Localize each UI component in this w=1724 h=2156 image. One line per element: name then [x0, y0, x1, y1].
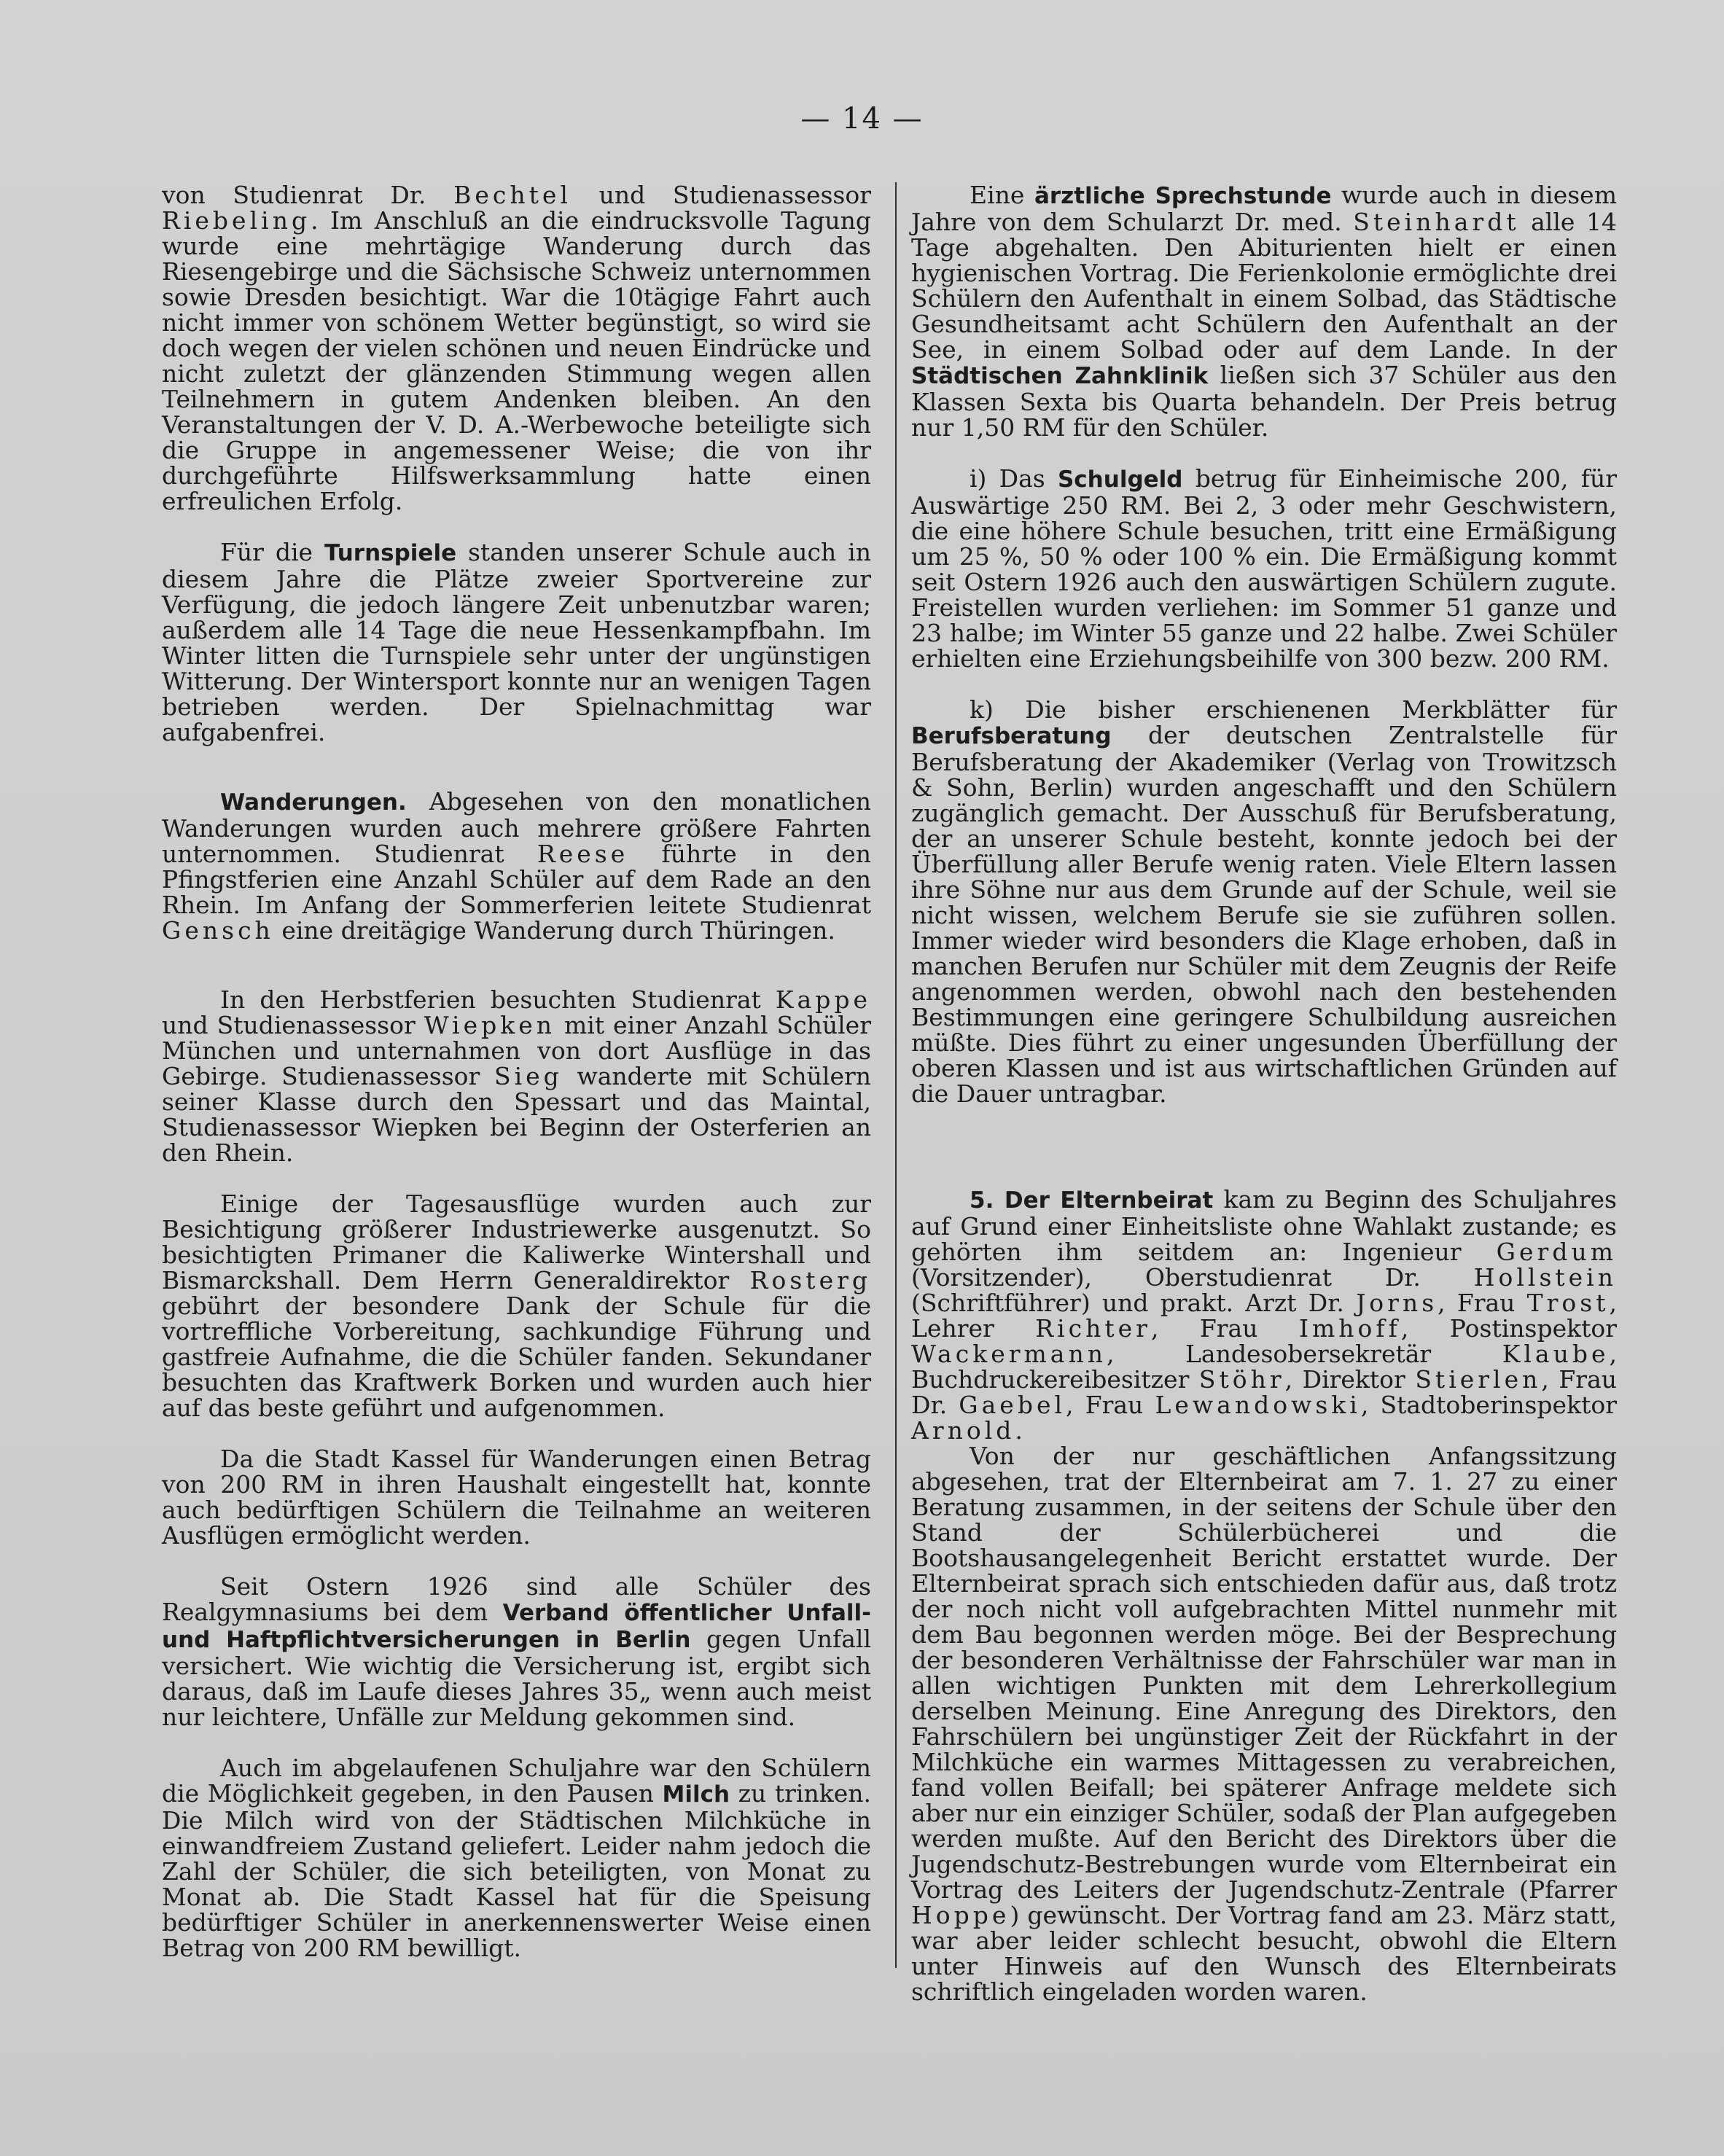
- paragraph-beratung: Von der nur geschäftlichen Anfangssitzung abgesehen, trat der Elternbeirat am 7. 1. 27 zu einer Beratung zusammen, in der seitens der Schule über den Stand der Schülerbücherei und die Bootshausangelegenheit Bericht erstattet wurde. Der Elternbeirat sprach sich entschieden dafür aus, daß trotz der noch nicht voll aufgebrachten Mittel nunmehr mit dem Bau begonnen werden möge. Bei der Besprechung der besonderen Verhältnisse der Fahrschüler war man in allen wichtigen Punkten mit dem Lehrerkollegium derselben Meinung. Eine Anregung des Direktors, den Fahrschülern bei ungünstiger Zeit der Rückfahrt in der Milchküche ein warmes Mittagessen zu verabreichen, fand vollen Beifall; bei späterer Anfrage meldete sich aber nur ein einziger Schüler, sodaß der Plan aufgegeben werden mußte. Auf den Bericht des Direktors über die Jugendschutz-Bestrebungen wurde vom Elternbeirat ein Vortrag des Leiters der Jugendschutz-Zentrale (Pfarrer Hoppe) gewünscht. Der Vortrag fand am 23. März statt, war aber leider schlecht besucht, obwohl die Eltern unter Hinweis auf den Wunsch des Elternbeirats schriftlich eingeladen worden waren.: [911, 1442, 1617, 2006]
- paragraph-stadt-kassel: Da die Stadt Kassel für Wanderungen einen Betrag von 200 RM in ihren Haushalt eingestellt hat, konnte auch bedürftigen Schülern die Teilnahme an weiteren Ausflügen ermöglicht werden.: [162, 1445, 871, 1550]
- paragraph-tagung: von Studienrat Dr. Bechtel und Studienassessor Riebeling. Im Anschluß an die eindrucksvolle Tagung wurde eine mehrtägige Wanderung durch das Riesengebirge und die Sächsische Schweiz unternommen sowie Dresden besichtigt. War die 10tägige Fahrt auch nicht immer von schönem Wetter begünstigt, so wird sie doch wegen der vielen schönen und neuen Eindrücke und nicht zuletzt der glänzenden Stimmung wegen allen Teilnehmern in gutem Andenken bleiben. An den Veranstaltungen der V. D. A.-Werbewoche beteiligte sich die Gruppe in angemessener Weise; die von ihr durchgeführte Hilfswerksammlung hatte einen erfreulichen Erfolg.: [162, 181, 872, 515]
- paragraph-tagesausfluege: Einige der Tagesausflüge wurden auch zur Besichtigung größerer Industriewerke ausgenutzt. So besichtigten Primaner die Kaliwerke Wintershall und Bismarckshall. Dem Herrn Generaldirektor Rosterg gebührt der besondere Dank der Schule für die vortreffliche Vorbereitung, sachkundige Führung und gastfreie Aufnahme, die die Schüler fanden. Sekundaner besuchten das Kraftwerk Borken und wurden auch hier auf das beste geführt und aufgenommen.: [162, 1190, 871, 1422]
- paragraph-wanderungen: Wanderungen. Abgesehen von den monatlichen Wanderungen wurden auch mehrere größere Fahrten unternommen. Studienrat Reese führte in den Pfingstferien eine Anzahl Schüler auf dem Rade an den Rhein. Im Anfang der Sommerferien leitete Studienrat Gensch eine dreitägige Wanderung durch Thüringen.: [162, 787, 871, 945]
- page-number: — 14 —: [800, 102, 924, 136]
- paragraph-herbstferien: In den Herbstferien besuchten Studienrat Kappe und Studienassessor Wiepken mit einer Anzahl Schüler München und unternahmen von dort Ausflüge in das Gebirge. Studienassessor Sieg wanderte mit Schülern seiner Klasse durch den Spessart und das Maintal, Studienassessor Wiepken bei Beginn der Osterferien an den Rhein.: [162, 985, 871, 1167]
- right-column: [911, 182, 1617, 2004]
- paragraph-schulgeld: i) Das Schulgeld betrug für Einheimische 200, für Auswärtige 250 RM. Bei 2, 3 oder mehr Geschwistern, die eine höhere Schule besuchen, tritt eine Ermäßigung um 25 %, 50 % oder 100 % ein. Die Ermäßigung kommt seit Ostern 1926 auch den auswärtigen Schülern zugute. Freistellen wurden verliehen: im Sommer 51 ganze und 23 halbe; im Winter 55 ganze und 22 halbe. Zwei Schüler erhielten eine Erziehungsbeihilfe von 300 bezw. 200 RM.: [911, 464, 1617, 673]
- paragraph-sprechstunde: Eine ärztliche Sprechstunde wurde auch in diesem Jahre von dem Schularzt Dr. med. Steinhardt alle 14 Tage abgehalten. Den Abiturienten hielt er einen hygienischen Vortrag. Die Ferienkolonie ermöglichte drei Schülern den Aufenthalt in einem Solbad, das Städtische Gesundheitsamt acht Schülern den Aufenthalt an der See, in einem Solbad oder auf dem Lande. In der Städtischen Zahnklinik ließen sich 37 Schüler aus den Klassen Sexta bis Quarta behandeln. Der Preis betrug nur 1,50 RM für den Schüler.: [911, 181, 1618, 442]
- paragraph-turnspiele: Für die Turnspiele standen unserer Schule auch in diesem Jahre die Plätze zweier Sportvereine zur Verfügung, die jedoch längere Zeit unbenutzbar waren; außerdem alle 14 Tage die neue Hessenkampfbahn. Im Winter litten die Turnspiele sehr unter der ungünstigen Witterung. Der Wintersport konnte nur an wenigen Tagen betrieben werden. Der Spielnachmittag war aufgabenfrei.: [162, 538, 871, 746]
- left-column: [162, 182, 871, 1961]
- paragraph-elternbeirat: 5. Der Elternbeirat kam zu Beginn des Schuljahres auf Grund einer Einheitsliste ohne Wahlakt zustande; es gehörten ihm seitdem an: Ingenieur Gerdum (Vorsitzender), Oberstudienrat Dr. Hollstein (Schriftführer) und prakt. Arzt Dr. Jorns, Frau Trost, Lehrer Richter, Frau Imhoff, Postinspektor Wackermann, Landesobersekretär Klaube, Buchdruckereibesitzer Stöhr, Direktor Stierlen, Frau Dr. Gaebel, Frau Lewandowski, Stadtoberinspektor Arnold.: [911, 1185, 1617, 1445]
- paragraph-versicherung: Seit Ostern 1926 sind alle Schüler des Realgymnasiums bei dem Verband öffentlicher Unfall- und Haftpflichtversicherungen in Berlin gegen Unfall versichert. Wie wichtig die Versicherung ist, ergibt sich daraus, daß im Laufe dieses Jahres 35„ wenn auch meist nur leichtere, Unfälle zur Meldung gekommen sind.: [162, 1572, 872, 1731]
- paragraph-berufsberatung: k) Die bisher erschienenen Merkblätter für Berufsberatung der deutschen Zentralstelle für Berufsberatung der Akademiker (Verlag von Trowitzsch & Sohn, Berlin) wurden angeschafft und den Schülern zugänglich gemacht. Der Ausschuß für Berufsberatung, der an unserer Schule besteht, konnte jedoch bei der Überfüllung aller Berufe wenig raten. Viele Eltern lassen ihre Söhne nur aus dem Grunde auf der Schule, weil sie nicht wissen, welchem Berufe sie sie zuführen sollen. Immer wieder wird besonders die Klage erhoben, daß in manchen Berufen nur Schüler mit dem Zeugnis der Reife angenommen werden, obwohl nach den bestehenden Bestimmungen eine geringere Schulbildung ausreichen müßte. Dies führt zu einer ungesunden Überfüllung der oberen Klassen und ist aus wirtschaftlichen Gründen auf die Dauer untragbar.: [911, 695, 1617, 1108]
- column-divider: [895, 182, 897, 1968]
- paragraph-milch: Auch im abgelaufenen Schuljahre war den Schülern die Möglichkeit gegeben, in den Pausen Milch zu trinken. Die Milch wird von der Städtischen Milchküche in einwandfreiem Zustand geliefert. Leider nahm jedoch die Zahl der Schüler, die sich beteiligten, von Monat zu Monat ab. Die Stadt Kassel hat für die Speisung bedürftiger Schüler in anerkennenswerter Weise einen Betrag von 200 RM bewilligt.: [162, 1754, 871, 1962]
